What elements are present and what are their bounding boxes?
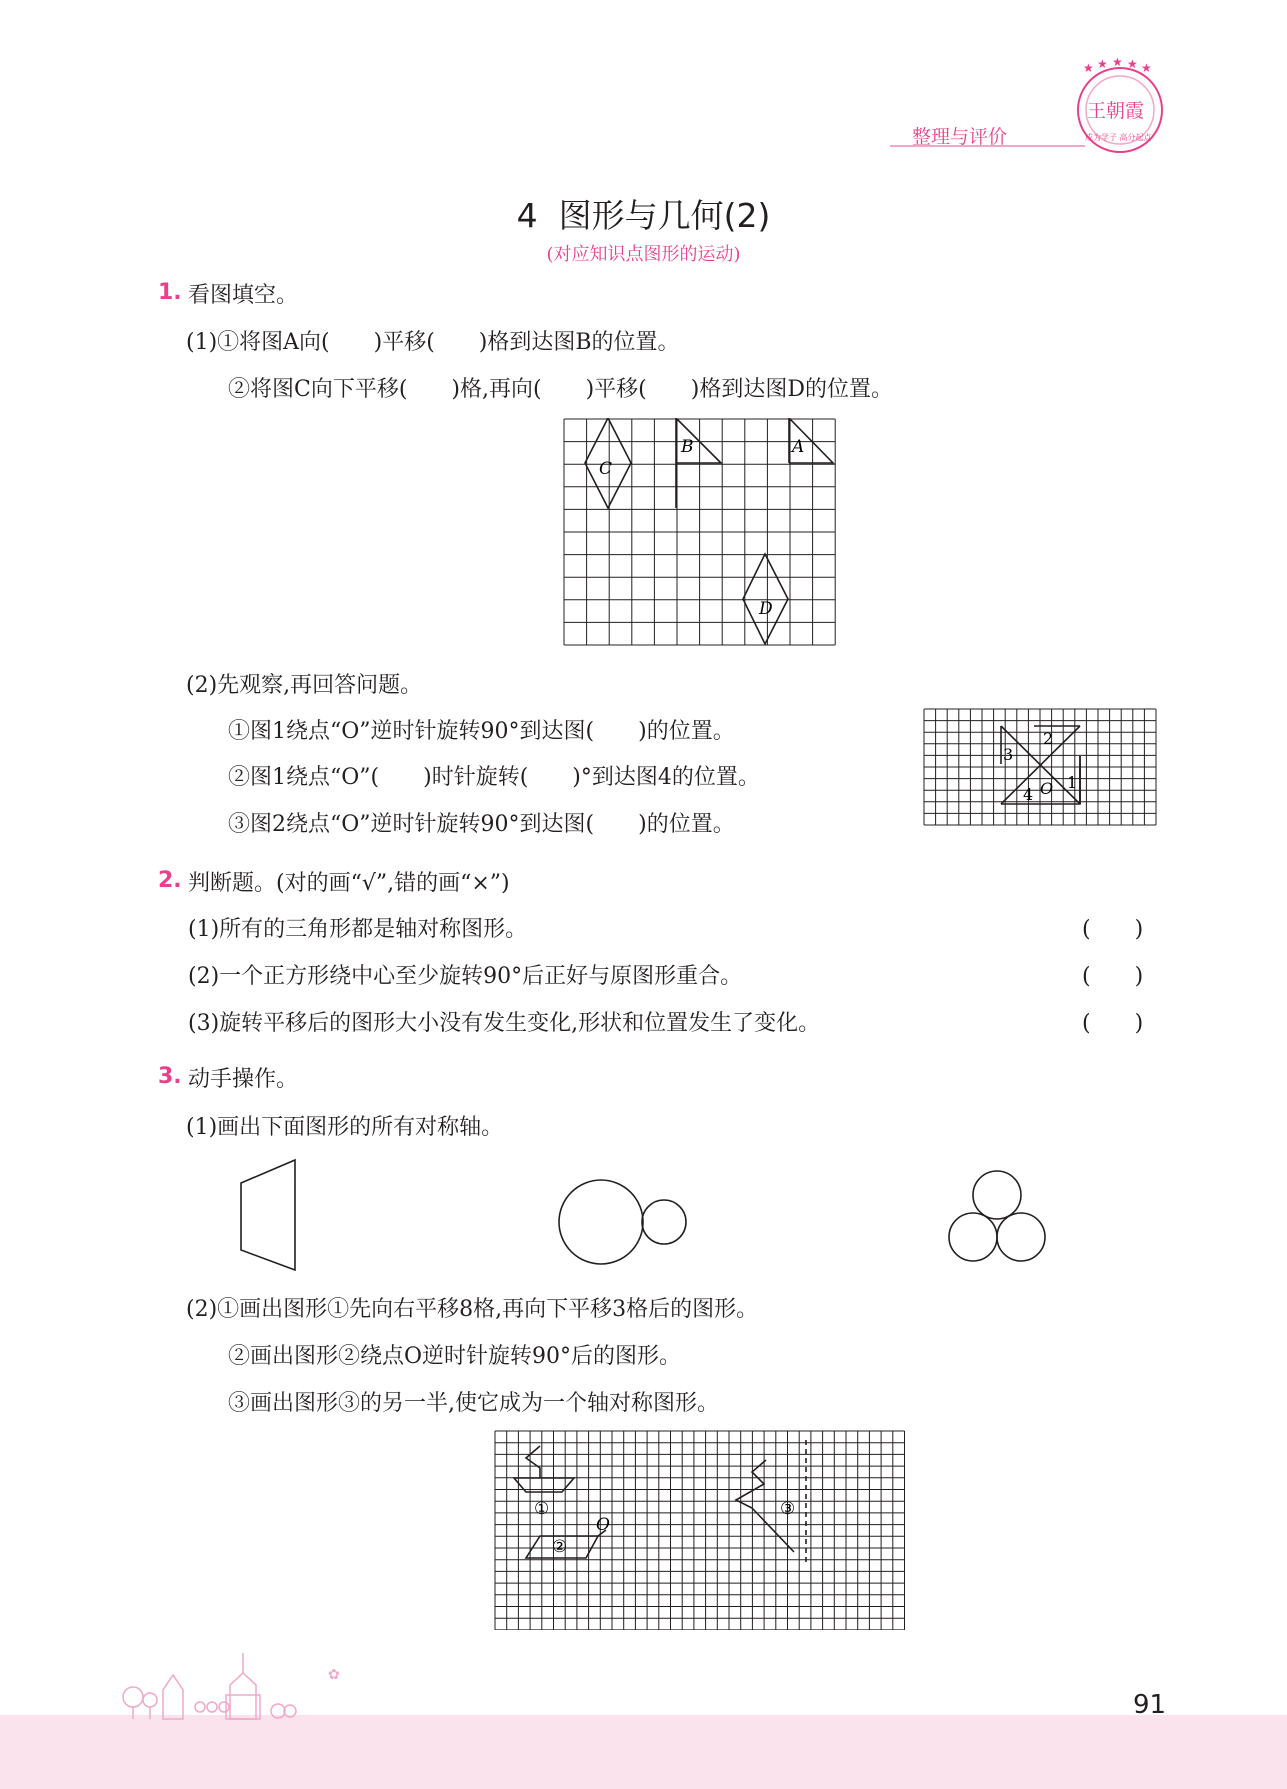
pinwheel-label-3: 3: [1003, 745, 1014, 764]
figure-label-1: ①: [534, 1499, 550, 1519]
section-label: 整理与评价: [912, 126, 1008, 148]
svg-text:★: ★: [1097, 58, 1108, 71]
shape-b-flag: [676, 418, 721, 508]
pinwheel-label-4: 4: [1023, 785, 1034, 804]
q1-part1-b: ②将图C向下平移( )格,再向( )平移( )格到达图D的位置。: [228, 377, 893, 402]
three-circles-shape: [945, 1170, 1051, 1266]
translation-grid: [563, 418, 837, 646]
svg-text:★: ★: [1083, 61, 1094, 75]
svg-text:✿: ✿: [328, 1667, 340, 1683]
q1-part1-a: (1)①将图A向( )平移( )格到达图B的位置。: [186, 330, 680, 355]
q2-text: 判断题。(对的画“√”,错的画“×”): [188, 871, 510, 896]
label-d: D: [759, 599, 773, 619]
q2-answer-blank-1[interactable]: ( ): [1082, 917, 1144, 942]
page-title: 4 图形与几何(2): [516, 196, 771, 235]
page-number: 91: [1133, 1690, 1167, 1720]
q2-item-3: (3)旋转平移后的图形大小没有发生变化,形状和位置发生了变化。: [188, 1011, 821, 1036]
drawing-grid: [494, 1430, 906, 1630]
two-circles-shape: [555, 1175, 690, 1271]
q2-answer-blank-3[interactable]: ( ): [1082, 1011, 1144, 1036]
pinwheel-label-2: 2: [1043, 729, 1054, 748]
q1-part2-3: ③图2绕点“O”逆时针旋转90°到达图( )的位置。: [228, 812, 735, 837]
label-b: B: [681, 437, 694, 457]
q3-part2-1: (2)①画出图形①先向右平移8格,再向下平移3格后的图形。: [186, 1297, 759, 1322]
q3-number: 3.: [158, 1064, 182, 1089]
q1-part2-1: ①图1绕点“O”逆时针旋转90°到达图( )的位置。: [228, 719, 735, 744]
q2-answer-blank-2[interactable]: ( ): [1082, 964, 1144, 989]
q3-part2-2: ②画出图形②绕点O逆时针旋转90°后的图形。: [228, 1344, 682, 1369]
q1-part2-2: ②图1绕点“O”( )时针旋转( )°到达图4的位置。: [228, 765, 760, 790]
q2-number: 2.: [158, 868, 182, 893]
q1-number: 1.: [158, 280, 182, 305]
rotation-grid: [923, 708, 1159, 828]
brand-logo: [1065, 58, 1175, 158]
q3-part2-3: ③画出图形③的另一半,使它成为一个轴对称图形。: [228, 1391, 719, 1416]
pinwheel-label-o: O: [1040, 779, 1054, 798]
pinwheel-label-1: 1: [1067, 773, 1078, 792]
trapezoid-shape: [235, 1155, 305, 1275]
q1-part2-intro: (2)先观察,再回答问题。: [186, 673, 423, 698]
label-a: A: [792, 437, 805, 457]
q3-text: 动手操作。: [188, 1067, 299, 1092]
point-o-label: O: [596, 1515, 610, 1535]
figure-label-2: ②: [552, 1537, 568, 1557]
logo-name: 王朝霞: [1087, 100, 1145, 122]
castle-decoration-icon: [118, 1645, 348, 1720]
q2-item-2: (2)一个正方形绕中心至少旋转90°后正好与原图形重合。: [188, 964, 743, 989]
svg-text:★: ★: [1112, 58, 1123, 69]
q2-item-1: (1)所有的三角形都是轴对称图形。: [188, 917, 528, 942]
svg-text:★: ★: [1141, 61, 1152, 75]
figure-label-3: ③: [780, 1499, 796, 1519]
logo-slogan: 成为学子 高分起点: [1085, 133, 1152, 142]
footer-band: [0, 1715, 1287, 1789]
page-subtitle: (对应知识点图形的运动): [546, 244, 741, 265]
q1-text: 看图填空。: [188, 283, 299, 308]
q3-part1: (1)画出下面图形的所有对称轴。: [186, 1115, 504, 1140]
svg-text:★: ★: [1127, 58, 1138, 71]
label-c: C: [599, 459, 613, 479]
header-underline: [890, 140, 1090, 152]
